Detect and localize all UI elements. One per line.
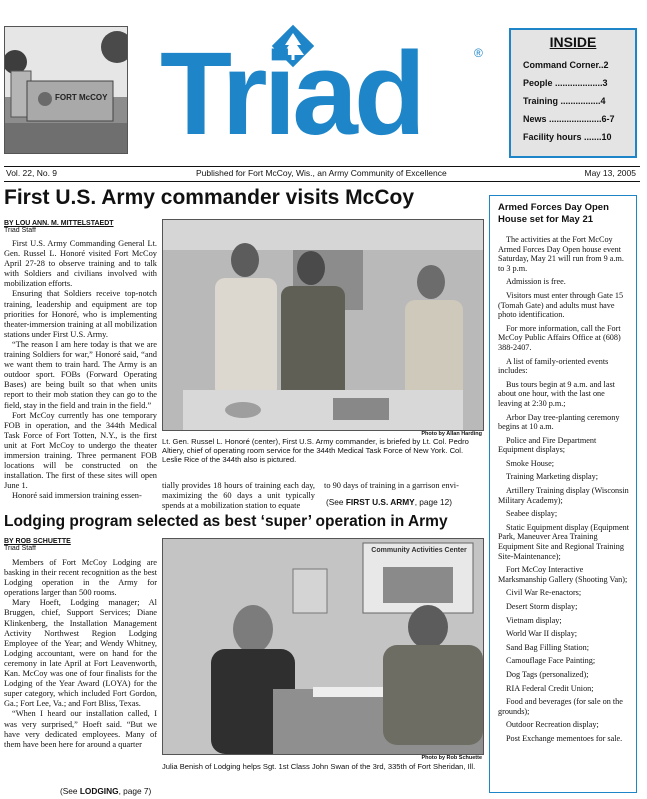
- sidebar-paragraph: A list of family-oriented events includes:: [498, 356, 609, 376]
- story2-paragraph: Mary Hoeft, Lodging manager; Al Bruggen, chief, Support Services; Diane Klinkenberg, the Installation Management Activity Northwest Region Lodging Employee of the Year; and Wendy Whitney, Lodging accountant, were on hand for the ceremony in late April at Fort Leavenworth, Kan. McCoy was one of four finalists for the Lodging of the Year Award (LOYA) for the super category, which included Fort Gordon, Ga.; Fort Lee, Va.; and Fort Bliss, Texas.: [4, 598, 157, 709]
- sidebar-paragraph: Arbor Day tree-planting ceremony begins at 10 a.m.: [498, 412, 620, 432]
- inside-item-facility-hours[interactable]: Facility hours .......10: [523, 132, 612, 142]
- sidebar-list-item: Artillery Training display (Wisconsin Military Academy);: [498, 486, 629, 505]
- story2-caption: Julia Benish of Lodging helps Sgt. 1st Class John Swan of the 3rd, 335th of Fort Sheridan, Ill.: [162, 762, 476, 771]
- story1-paragraph: Honoré said immersion training essen-: [12, 491, 142, 501]
- sidebar-list-item: Sand Bag Filling Station;: [506, 642, 590, 652]
- sidebar-list-item: Civil War Re-enactors;: [506, 588, 582, 598]
- masthead-photo-fort-mccoy-sign: [4, 26, 128, 154]
- inside-box: [509, 28, 637, 158]
- dateline: [4, 168, 640, 180]
- sidebar-list-item: RIA Federal Credit Union;: [506, 683, 594, 693]
- sidebar-list-item: Police and Fire Department Equipment displays;: [498, 435, 597, 455]
- masthead-logo: [160, 22, 488, 162]
- story2-paragraph: Members of Fort McCoy Lodging are basking in their recent recognition as the best Lodging operation in the Army for operations larger than 500 rooms.: [4, 558, 157, 598]
- story2-byline: BY ROB SCHUETTE: [4, 538, 71, 545]
- sign-text: FORT McCOY: [55, 93, 108, 102]
- story1-photo: [162, 219, 484, 431]
- story1-cont-middle: tially provides 18 hours of training each day, maximizing the 60 days a unit typically spends at a mobilization station to equate: [162, 481, 315, 511]
- sidebar-open-house: [489, 195, 637, 793]
- sidebar-list-item: Outdoor Recreation display;: [506, 720, 599, 730]
- inside-item-command-corner[interactable]: Command Corner..2: [523, 60, 609, 70]
- sidebar-list-item: Desert Storm display;: [506, 602, 578, 611]
- sidebar-list-item: Camouflage Face Painting;: [506, 656, 596, 666]
- sidebar-list-item: Seabee display;: [506, 509, 558, 519]
- story1-body: [4, 220, 157, 501]
- sidebar-list-item: Static Equipment display (Equipment Park, Maneuver Area Training Equipment Site and Regional Training Site-Maintenance);: [498, 522, 630, 561]
- story1-byline: BY LOU ANN. M. MITTELSTAEDT: [4, 220, 114, 227]
- sidebar-list-item: Fort McCoy Interactive Marksmanship Gallery (Shooting Van);: [498, 565, 628, 584]
- registered-mark: ®: [474, 46, 483, 60]
- lodging-desk-illustration: [163, 539, 483, 754]
- story1-paragraph: First U.S. Army Commanding General Lt. Gen. Russel L. Honoré visited Fort McCoy April 27-28 to observe training and to talk with Soldiers and civilians involved with mobilization efforts.: [4, 239, 157, 289]
- story1-staff: Triad Staff: [4, 227, 36, 234]
- story1-jump-link[interactable]: (See FIRST U.S. ARMY, page 12): [326, 497, 453, 507]
- sidebar-paragraph: The activities at the Fort McCoy Armed Forces Day Open house event Saturday, May 21 will run from 9 a.m. to 3 p.m.: [498, 235, 624, 273]
- masthead-rule: [4, 166, 640, 167]
- inside-item-training[interactable]: Training ................4: [523, 96, 606, 106]
- sidebar-paragraph: Admission is free.: [506, 277, 566, 287]
- sidebar-paragraph: Visitors must enter through Gate 15 (Tomah Gate) and adults must have photo identification.: [498, 290, 624, 320]
- story2-photo-sign: Community Activities Center: [371, 547, 467, 554]
- story1-paragraph: “The reason I am here today is that we are training Soldiers for war,” Honoré said, “and we want them to train hard. The Army is an outdoor sport. FOBs (Forward Operating Bases) are being built so that when units report to their mob station they can go to the field, stay in the field and train in the field.”: [4, 339, 157, 410]
- sidebar-list-item: Post Exchange mementoes for sale.: [506, 733, 623, 743]
- issue-date: May 13, 2005: [584, 168, 636, 178]
- story2-photo-credit: Photo by Rob Schuette: [421, 755, 482, 761]
- masthead-title: Triad: [160, 28, 422, 160]
- sidebar-title[interactable]: Armed Forces Day Open House set for May 21: [498, 202, 609, 225]
- inside-item-people[interactable]: People ...................3: [523, 78, 608, 88]
- story1-paragraph: Fort McCoy currently has one temporary FOB in operation, and the 344th Medical Task Force of Fort Totten, N.Y., is the first unit at Fort McCoy to undergo the theater immersion training. Three permanent FOB locations will be constructed on the installation. The first of these sites will open June 1.: [4, 410, 157, 491]
- sidebar-list-item: Vietnam display;: [506, 615, 562, 625]
- sidebar-paragraph: Bus tours begin at 9 a.m. and last about one hour, with the last one leaving at 2:30 p.m.;: [498, 379, 615, 408]
- story1-paragraph: Ensuring that Soldiers receive top-notch training, leadership and equipment are top priorities for Honoré, who is implementing theater-immersion training at all mobilization stations under First U.S. Army.: [4, 289, 157, 339]
- story2-staff: Triad Staff: [4, 545, 36, 552]
- sidebar-list-item: Training Marketing display;: [506, 472, 599, 482]
- dateline-rule: [4, 181, 640, 182]
- story2-jump-link[interactable]: (See LODGING, page 7): [60, 786, 152, 796]
- sidebar-list-item: Smoke House;: [506, 458, 554, 468]
- story1-caption: Lt. Gen. Russel L. Honoré (center), First U.S. Army commander, is briefed by Lt. Col. Pedro Altiery, chief of operating room service for the 344th Medical Task Force of New York. Col. Leslie Rice of the 344th also is pictured.: [162, 437, 469, 464]
- sidebar-list-item: Food and beverages (for sale on the grounds);: [498, 697, 623, 716]
- soldiers-briefing-illustration: [163, 220, 483, 430]
- sidebar-list-item: Dog Tags (personalized);: [506, 669, 589, 679]
- sidebar-paragraph: For more information, call the Fort McCoy Public Affairs Office at (608) 388-2407.: [498, 323, 621, 352]
- inside-item-news[interactable]: News .....................6-7: [523, 114, 615, 124]
- volume-number: Vol. 22, No. 9: [6, 168, 58, 178]
- story2-paragraph: “When I heard our installation called, I was very surprised,” Hoeft said. “But we have very dedicated employees. Many of them have been here for around a quarter: [4, 709, 157, 749]
- story1-headline[interactable]: First U.S. Army commander visits McCoy: [4, 186, 415, 209]
- publisher-line: Published for Fort McCoy, Wis., an Army Community of Excellence: [196, 168, 447, 178]
- sign-illustration: [5, 27, 127, 153]
- story2-photo: [162, 538, 484, 755]
- story1-cont-right: to 90 days of training in a garrison envi-: [324, 481, 459, 490]
- story1-photo-credit: Photo by Allan Harding: [421, 431, 482, 437]
- story2-headline[interactable]: Lodging program selected as best ‘super’ operation in Army: [4, 513, 448, 530]
- inside-heading: INSIDE: [549, 34, 597, 50]
- sidebar-list-item: World War II display;: [506, 629, 578, 639]
- story2-body: [4, 538, 157, 750]
